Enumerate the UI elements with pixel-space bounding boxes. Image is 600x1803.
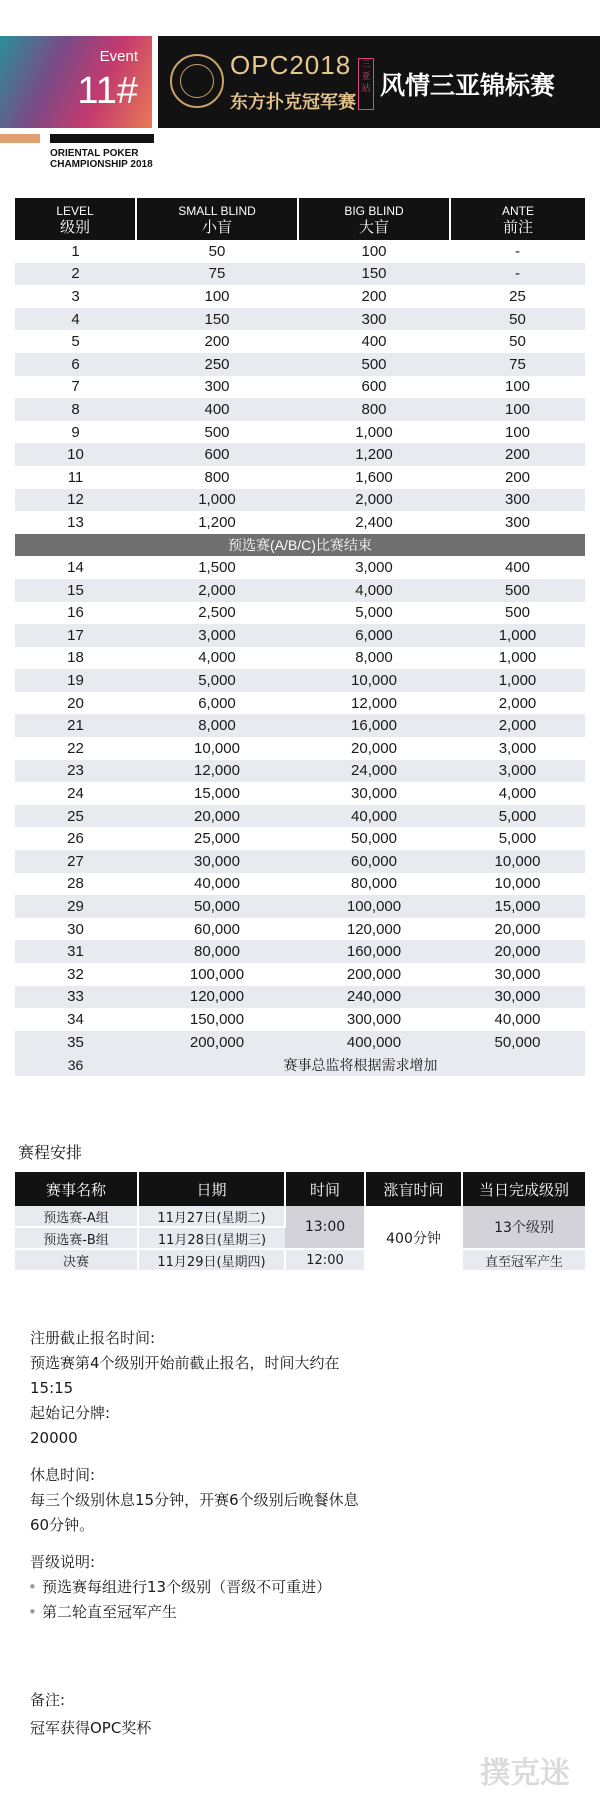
- small-blind-cell: 800: [204, 468, 230, 486]
- level-cell: 31: [15, 940, 136, 963]
- big-blind-cell: 400,000: [298, 1031, 450, 1054]
- small-blind-cell: 50: [208, 242, 226, 260]
- ante-cell: 30,000: [450, 986, 585, 1009]
- small-blind-cell: 15,000: [194, 785, 240, 803]
- ante-cell: 10,000: [450, 850, 585, 873]
- big-blind-cell: 160,000: [298, 940, 450, 963]
- header-level: LEVEL 级别: [15, 198, 136, 240]
- small-blind-cell: 1,000: [136, 489, 298, 512]
- big-blind-cell: 2,400: [355, 513, 393, 531]
- event-number-box: [0, 36, 152, 128]
- big-blind-cell: 1,600: [355, 468, 393, 486]
- ante-cell: 300: [450, 489, 585, 512]
- table-row: [15, 963, 585, 986]
- table-row: [15, 782, 585, 805]
- small-blind-cell: 80,000: [136, 940, 298, 963]
- small-blind-cell: 4,000: [198, 649, 236, 667]
- ante-cell: 5,000: [498, 830, 537, 848]
- event-header: [0, 36, 600, 128]
- small-blind-cell: 150: [136, 308, 298, 331]
- level-cell: 33: [15, 986, 136, 1009]
- small-blind-cell: 100: [204, 287, 230, 305]
- big-blind-cell: 120,000: [346, 920, 402, 938]
- level-cell: 12: [15, 489, 136, 512]
- break-text-cont: 60分钟。: [30, 1516, 95, 1534]
- small-blind-cell: 12,000: [136, 760, 298, 783]
- small-blind-cell: 2,000: [136, 579, 298, 602]
- big-blind-cell: 10,000: [298, 669, 450, 692]
- table-row: [15, 918, 585, 941]
- event-number: 11#: [77, 70, 138, 112]
- tournament-title: 风情三亚锦标赛: [380, 71, 556, 100]
- ante-cell: 15,000: [450, 895, 585, 918]
- ante-cell: -: [515, 242, 520, 260]
- small-blind-cell: 200,000: [136, 1031, 298, 1054]
- level-cell: 17: [15, 624, 136, 647]
- header-blind-time: 涨盲时间: [365, 1172, 462, 1206]
- big-blind-cell: 20,000: [351, 739, 397, 757]
- table-row: [15, 873, 585, 896]
- ante-cell: 20,000: [494, 920, 541, 938]
- small-blind-cell: 1,500: [198, 559, 236, 577]
- header-event-name: 赛事名称: [15, 1172, 138, 1206]
- ante-cell: 2,000: [450, 714, 585, 737]
- blind-time: 400分钟: [365, 1206, 462, 1271]
- small-blind-cell: 60,000: [194, 920, 240, 938]
- table-row: [15, 986, 585, 1009]
- table-row: [15, 850, 585, 873]
- level-cell: 6: [15, 353, 136, 376]
- table-row: [15, 714, 585, 737]
- remark-text: 冠军获得OPC奖杯: [30, 1719, 152, 1737]
- level-cell: 21: [15, 714, 136, 737]
- table-row: [15, 511, 585, 534]
- level-cell: 30: [67, 920, 84, 938]
- small-blind-cell: 40,000: [194, 875, 240, 893]
- table-row: [15, 398, 585, 421]
- table-row: [15, 579, 585, 602]
- big-blind-cell: 3,000: [355, 559, 393, 577]
- watermark-logo: 撲克迷: [480, 1756, 570, 1791]
- table-row: [15, 240, 585, 263]
- level-cell: 29: [15, 895, 136, 918]
- event-levels: 直至冠军产生: [462, 1249, 585, 1271]
- big-blind-cell: 40,000: [298, 805, 450, 828]
- event-time: 13:00: [285, 1206, 365, 1249]
- small-blind-cell: 2,500: [198, 604, 236, 622]
- table-row: [15, 330, 585, 353]
- table-row: [15, 895, 585, 918]
- ante-cell: -: [450, 263, 585, 286]
- ante-cell: 500: [504, 604, 531, 622]
- ante-cell: 10,000: [494, 875, 541, 893]
- small-blind-cell: 20,000: [136, 805, 298, 828]
- big-blind-cell: 800: [298, 398, 450, 421]
- table-row: [15, 556, 585, 579]
- level-cell: 34: [67, 1010, 84, 1028]
- small-blind-cell: 5,000: [136, 669, 298, 692]
- ante-cell: 100: [450, 398, 585, 421]
- table-row: [15, 489, 585, 512]
- table-row: [15, 308, 585, 331]
- ante-cell: 30,000: [494, 965, 541, 983]
- ante-cell: 500: [450, 579, 585, 602]
- blind-structure-table: [15, 198, 585, 1076]
- ante-cell: 400: [504, 559, 531, 577]
- small-blind-cell: 120,000: [136, 986, 298, 1009]
- small-blind-cell: 50,000: [136, 895, 298, 918]
- small-blind-cell: 400: [136, 398, 298, 421]
- big-blind-cell: 200,000: [346, 965, 402, 983]
- ante-cell: 5,000: [450, 805, 585, 828]
- small-blind-cell: 75: [136, 263, 298, 286]
- list-item: • 预选赛每组进行13个级别（晋级不可重进）: [30, 1575, 570, 1600]
- ante-cell: 25: [509, 287, 526, 305]
- table-header-row: [15, 1172, 585, 1206]
- big-blind-cell: 2,000: [298, 489, 450, 512]
- small-blind-cell: 6,000: [198, 694, 236, 712]
- big-blind-cell: 100: [361, 242, 387, 260]
- small-blind-cell: 100,000: [189, 965, 245, 983]
- table-row: [15, 647, 585, 670]
- event-name: 预选赛-B组: [15, 1227, 138, 1249]
- break-text: 每三个级别休息15分钟，开赛6个级别后晚餐休息: [30, 1491, 359, 1509]
- level-cell: 10: [15, 443, 136, 466]
- table-row: [15, 692, 585, 715]
- table-row: [15, 1206, 585, 1227]
- event-name: 预选赛-A组: [15, 1206, 138, 1227]
- table-row: [15, 669, 585, 692]
- brand-tag: 三亚站: [358, 58, 374, 110]
- small-blind-cell: 300: [204, 378, 230, 396]
- big-blind-cell: 16,000: [298, 714, 450, 737]
- table-row: [15, 285, 585, 308]
- level-cell: 3: [71, 287, 80, 305]
- level-cell: 5: [71, 333, 80, 351]
- table-row: [15, 466, 585, 489]
- big-blind-cell: 1,200: [298, 443, 450, 466]
- big-blind-cell: 150: [298, 263, 450, 286]
- header-small-blind: SMALL BLIND 小盲: [136, 198, 298, 240]
- ante-cell: 50: [509, 333, 526, 351]
- small-blind-cell: 25,000: [194, 830, 240, 848]
- level-cell: 35: [15, 1031, 136, 1054]
- ante-cell: 200: [504, 468, 531, 486]
- level-cell: 2: [15, 263, 136, 286]
- ante-cell: 20,000: [450, 940, 585, 963]
- level-cell: 9: [71, 423, 80, 441]
- small-blind-cell: 250: [136, 353, 298, 376]
- advance-title: 晋级说明:: [30, 1553, 96, 1571]
- header-date: 日期: [138, 1172, 285, 1206]
- chips-value: 20000: [30, 1429, 78, 1447]
- event-date: 11月28日(星期三): [138, 1227, 285, 1249]
- ante-cell: 1,000: [450, 624, 585, 647]
- big-blind-cell: 300: [298, 308, 450, 331]
- accent-bar-dark: [50, 134, 154, 143]
- table-row: [15, 1053, 585, 1076]
- ante-cell: 50,000: [450, 1031, 585, 1054]
- table-row: [15, 760, 585, 783]
- level-cell: 36: [15, 1053, 136, 1076]
- big-blind-cell: 30,000: [351, 785, 397, 803]
- ante-cell: 2,000: [498, 694, 537, 712]
- remark: [30, 1686, 151, 1742]
- level-cell: 11: [67, 468, 84, 486]
- ante-cell: 1,000: [450, 669, 585, 692]
- accent-bar: [0, 134, 40, 143]
- table-row: [15, 827, 585, 850]
- small-blind-cell: 500: [204, 423, 230, 441]
- ante-cell: 4,000: [498, 785, 537, 803]
- big-blind-cell: 200: [361, 287, 387, 305]
- level-cell: 24: [67, 785, 84, 803]
- big-blind-cell: 400: [361, 333, 387, 351]
- rules-notes: [30, 1326, 570, 1625]
- big-blind-cell: 80,000: [351, 875, 397, 893]
- big-blind-cell: 300,000: [346, 1010, 402, 1028]
- event-label: Event: [99, 48, 138, 65]
- schedule-title: 赛程安排: [18, 1143, 83, 1162]
- ante-cell: 100: [504, 378, 531, 396]
- header-big-blind: BIG BLIND 大盲: [298, 198, 450, 240]
- table-row: [15, 805, 585, 828]
- table-row: [15, 737, 585, 760]
- ante-cell: 75: [450, 353, 585, 376]
- level-cell: 19: [15, 669, 136, 692]
- small-blind-cell: 600: [136, 443, 298, 466]
- brand-sub: 东方扑克冠军赛: [230, 92, 356, 113]
- small-blind-cell: 3,000: [136, 624, 298, 647]
- header-time: 时间: [285, 1172, 365, 1206]
- registration-time: 15:15: [30, 1379, 74, 1397]
- header-ante: ANTE 前注: [450, 198, 585, 240]
- note-cell: 赛事总监将根据需求增加: [136, 1053, 585, 1076]
- small-blind-cell: 10,000: [194, 739, 240, 757]
- table-row: [15, 1031, 585, 1054]
- small-blind-cell: 8,000: [136, 714, 298, 737]
- table-header-row: [15, 198, 585, 240]
- level-cell: 25: [15, 805, 136, 828]
- event-date: 11月29日(星期四): [138, 1249, 285, 1271]
- level-cell: 18: [67, 649, 84, 667]
- ante-cell: 300: [504, 513, 531, 531]
- level-cell: 20: [67, 694, 84, 712]
- big-blind-cell: 500: [298, 353, 450, 376]
- championship-label: ORIENTAL POKER CHAMPIONSHIP 2018: [50, 148, 153, 170]
- table-row: [15, 376, 585, 399]
- big-blind-cell: 4,000: [298, 579, 450, 602]
- big-blind-cell: 24,000: [298, 760, 450, 783]
- table-row: [15, 1008, 585, 1031]
- level-cell: 28: [67, 875, 84, 893]
- brand-main: OPC2018: [230, 50, 352, 80]
- table-row: [15, 1249, 585, 1271]
- ante-cell: 100: [504, 423, 531, 441]
- table-row: [15, 624, 585, 647]
- registration-title: 注册截止报名时间:: [30, 1329, 156, 1347]
- ante-cell: 50: [450, 308, 585, 331]
- big-blind-cell: 240,000: [298, 986, 450, 1009]
- small-blind-cell: 200: [204, 333, 230, 351]
- header-levels: 当日完成级别: [462, 1172, 585, 1206]
- ante-cell: 1,000: [498, 649, 537, 667]
- table-row: [15, 602, 585, 625]
- schedule-table: [15, 1172, 585, 1272]
- level-cell: 32: [67, 965, 84, 983]
- big-blind-cell: 60,000: [298, 850, 450, 873]
- small-blind-cell: 30,000: [136, 850, 298, 873]
- big-blind-cell: 50,000: [351, 830, 397, 848]
- registration-text: 预选赛第4个级别开始前截止报名，时间大约在: [30, 1354, 340, 1372]
- level-cell: 13: [67, 513, 84, 531]
- level-cell: 7: [71, 378, 80, 396]
- ante-cell: 3,000: [450, 760, 585, 783]
- level-cell: 4: [15, 308, 136, 331]
- list-item: • 第二轮直至冠军产生: [30, 1600, 570, 1625]
- big-blind-cell: 600: [361, 378, 387, 396]
- remark-title: 备注:: [30, 1691, 66, 1709]
- big-blind-cell: 100,000: [298, 895, 450, 918]
- ante-cell: 200: [450, 443, 585, 466]
- break-row: [15, 534, 585, 557]
- table-row: [15, 940, 585, 963]
- table-row: [15, 353, 585, 376]
- brand-banner: [158, 36, 600, 128]
- big-blind-cell: 12,000: [351, 694, 397, 712]
- level-cell: 23: [15, 760, 136, 783]
- level-cell: 8: [15, 398, 136, 421]
- ante-cell: 40,000: [494, 1010, 541, 1028]
- break-title: 休息时间:: [30, 1466, 96, 1484]
- level-cell: 16: [67, 604, 84, 622]
- big-blind-cell: 8,000: [355, 649, 393, 667]
- small-blind-cell: 1,200: [198, 513, 236, 531]
- big-blind-cell: 1,000: [355, 423, 393, 441]
- level-cell: 1: [71, 242, 80, 260]
- ante-cell: 3,000: [498, 739, 537, 757]
- table-row: [15, 421, 585, 444]
- event-time: 12:00: [285, 1249, 365, 1271]
- big-blind-cell: 6,000: [298, 624, 450, 647]
- level-cell: 14: [67, 559, 84, 577]
- big-blind-cell: 5,000: [355, 604, 393, 622]
- chips-title: 起始记分牌:: [30, 1404, 111, 1422]
- break-text: 预选赛(A/B/C)比赛结束: [15, 534, 585, 557]
- small-blind-cell: 150,000: [189, 1010, 245, 1028]
- event-name: 决赛: [15, 1249, 138, 1271]
- table-row: [15, 263, 585, 286]
- level-cell: 22: [67, 739, 84, 757]
- event-levels: 13个级别: [462, 1206, 585, 1249]
- table-row: [15, 443, 585, 466]
- event-date: 11月27日(星期二): [138, 1206, 285, 1227]
- oriental-logo-icon: [170, 54, 224, 108]
- level-cell: 15: [15, 579, 136, 602]
- level-cell: 27: [15, 850, 136, 873]
- level-cell: 26: [67, 830, 84, 848]
